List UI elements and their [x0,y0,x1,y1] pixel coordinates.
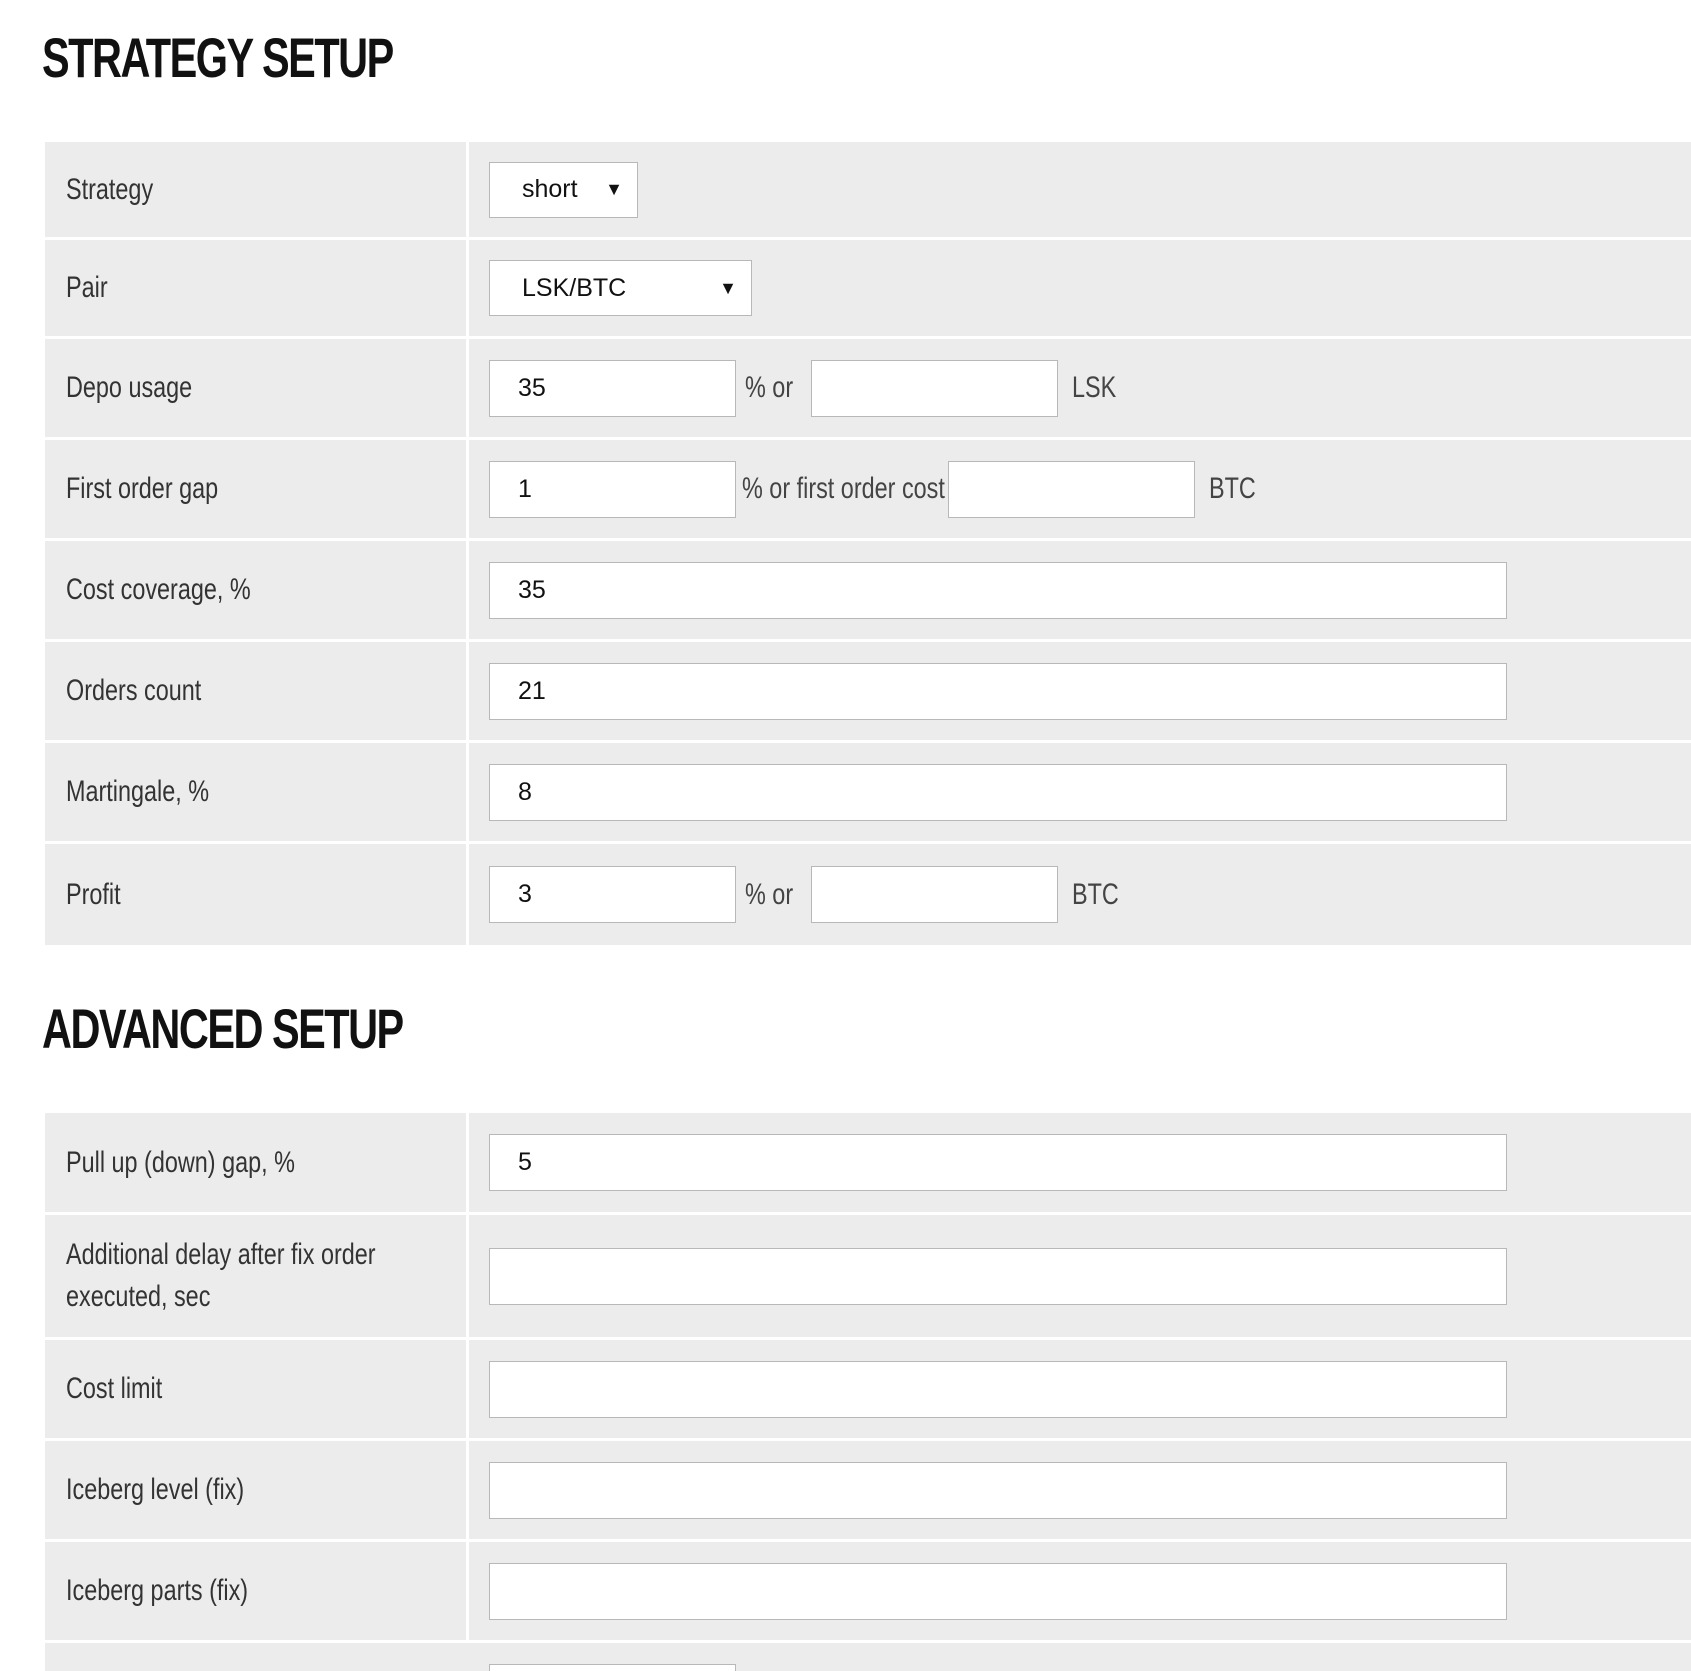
martingale-label: Martingale, % [66,775,210,808]
orders-count-label: Orders count [66,674,202,707]
martingale-input[interactable] [489,764,1507,821]
orders-count-row [45,642,1691,743]
pull-gap-row [45,1113,1691,1215]
advanced-setup-title: ADVANCED SETUP [42,997,403,1060]
depo-usage-unit: LSK [1072,371,1117,404]
depo-usage-amount-input[interactable] [811,360,1058,417]
cost-coverage-input[interactable] [489,562,1507,619]
pair-row [45,240,1691,339]
profit-percent-input[interactable] [489,866,736,923]
depo-usage-row [45,339,1691,440]
profit-unit: BTC [1072,877,1119,911]
pair-select[interactable] [489,260,752,316]
additional-delay-input[interactable] [489,1248,1507,1305]
iceberg-level-input[interactable] [489,1462,1507,1519]
additional-delay-label-line2: executed, sec [66,1280,211,1313]
strategy-label: Strategy [66,172,154,206]
pull-gap-label: Pull up (down) gap, % [66,1145,295,1179]
first-order-gap-percent-input[interactable] [489,461,736,518]
first-order-gap-label: First order gap [66,472,219,505]
strategy-select[interactable] [489,162,638,218]
cost-coverage-label: Cost coverage, % [66,573,251,606]
iceberg-level-label: Iceberg level (fix) [66,1473,245,1506]
profit-row [45,844,1691,945]
pull-gap-input[interactable] [489,1134,1507,1191]
martingale-row [45,743,1691,844]
cost-limit-label: Cost limit [66,1372,163,1405]
first-order-gap-unit: BTC [1209,472,1256,505]
depo-usage-label: Depo usage [66,371,193,404]
profit-amount-input[interactable] [811,866,1058,923]
first-order-gap-row [45,440,1691,541]
orders-count-input[interactable] [489,663,1507,720]
profit-connector: % or [745,877,794,911]
iceberg-parts-label: Iceberg parts (fix) [66,1574,249,1607]
cost-limit-input[interactable] [489,1361,1507,1418]
strategy-row [45,142,1691,240]
iceberg-parts-input[interactable] [489,1563,1507,1620]
iceberg-parts-row [45,1542,1691,1643]
profit-label: Profit [66,877,121,911]
partial-row [45,1643,1691,1671]
partial-input[interactable] [489,1664,736,1671]
additional-delay-row [45,1215,1691,1340]
first-order-cost-input[interactable] [948,461,1195,518]
depo-usage-percent-input[interactable] [489,360,736,417]
cost-limit-row [45,1340,1691,1441]
chevron-down-icon: ▼ [605,179,623,199]
pair-label: Pair [66,271,108,304]
depo-usage-connector: % or [745,371,794,404]
additional-delay-label-line1: Additional delay after fix order [66,1238,376,1271]
first-order-gap-connector: % or first order cost [742,472,945,505]
iceberg-level-row [45,1441,1691,1542]
strategy-select-value: short [522,175,578,203]
strategy-setup-form [45,142,1691,945]
strategy-setup-title: STRATEGY SETUP [42,26,393,89]
pair-select-value: LSK/BTC [522,273,627,302]
cost-coverage-row [45,541,1691,642]
chevron-down-icon: ▼ [719,277,737,298]
advanced-setup-form [45,1113,1691,1671]
